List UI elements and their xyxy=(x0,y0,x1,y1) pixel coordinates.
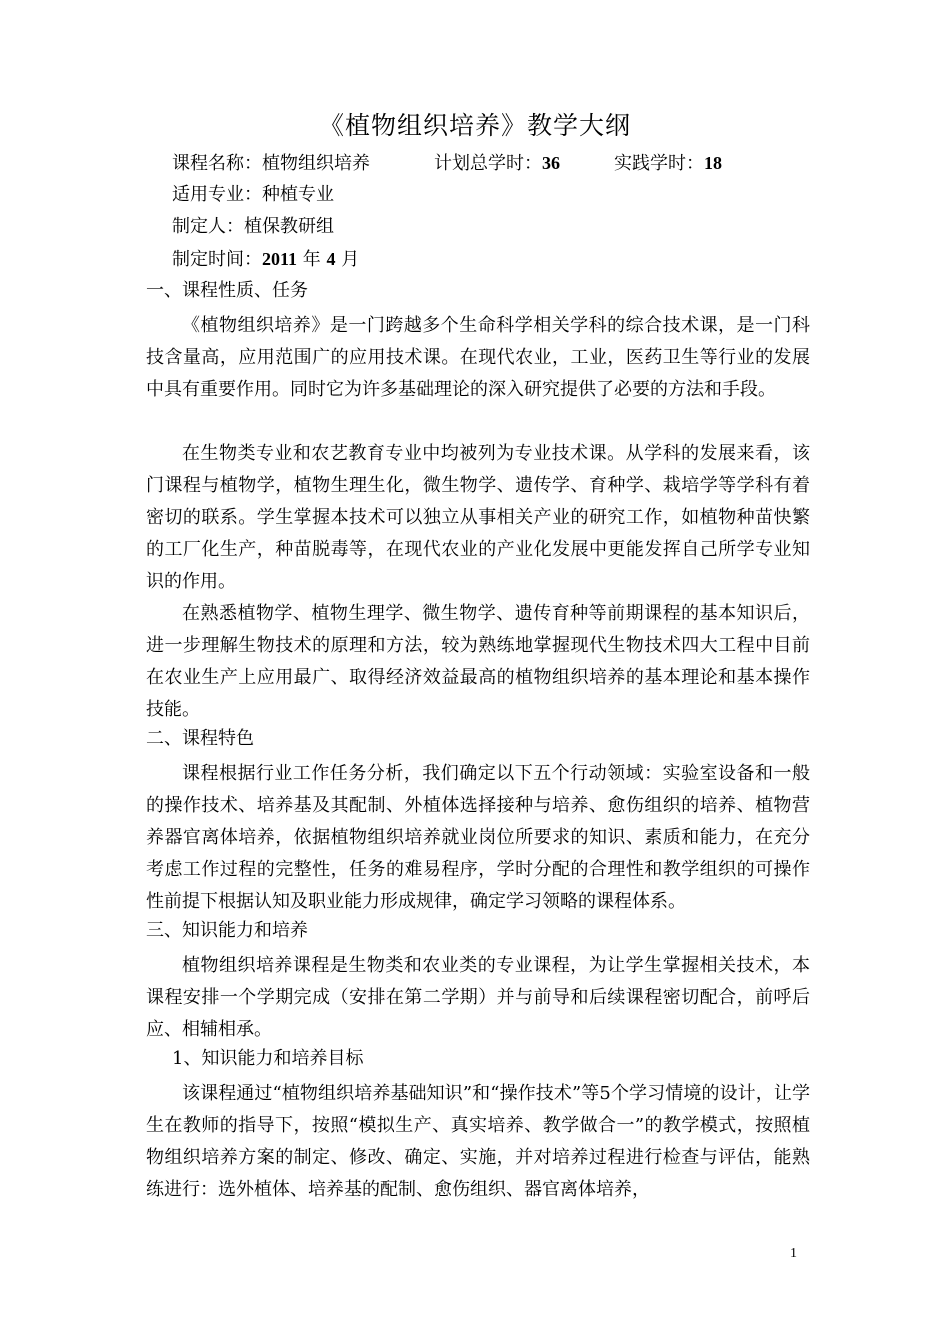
total-hours-field xyxy=(434,149,614,178)
practice-hours-field xyxy=(614,149,722,178)
course-name-value: 植物组织培养 xyxy=(262,153,370,174)
total-hours-label: 计划总学时： xyxy=(434,153,542,174)
page-number: 1 xyxy=(790,1246,797,1261)
date-field xyxy=(172,245,359,274)
paragraph: 课程根据行业工作任务分析，我们确定以下五个行动领域：实验室设备和一般的操作技术、培养基及其配制、外植体选择接种与培养、愈伤组织的培养、植物营养器官离体培养，依据植物组织培养就业岗位所要求的知识、素质和能力，在充分考虑工作过程的完整性，任务的难易程序，学时分配的合理性和教学组织的可操作性前提下根据认知及职业能力形成规律，确定学习领略的课程体系。 xyxy=(146,763,810,912)
practice-hours-label: 实践学时： xyxy=(614,153,704,174)
major-value: 种植专业 xyxy=(262,184,334,205)
major-field xyxy=(172,181,334,209)
section-heading: 一、课程性质、任务 xyxy=(146,280,308,301)
course-name-label: 课程名称： xyxy=(172,153,262,174)
section-heading: 三、知识能力和培养 xyxy=(146,920,308,941)
author-label: 制定人： xyxy=(172,216,244,237)
total-hours-value: 36 xyxy=(542,153,560,173)
paragraph: 植物组织培养课程是生物类和农业类的专业课程，为让学生掌握相关技术，本课程安排一个学期完成（安排在第二学期）并与前导和后续课程密切配合，前呼后应、相辅相承。 xyxy=(146,955,810,1040)
course-info-row xyxy=(172,149,722,178)
paragraph: 《植物组织培养》是一门跨越多个生命科学相关学科的综合技术课，是一门科技含量高，应用范围广的应用技术课。在现代农业，工业，医药卫生等行业的发展中具有重要作用。同时它为许多基础理论的深入研究提供了必要的方法和手段。 xyxy=(146,315,810,400)
sub-heading: 1、知识能力和培养目标 xyxy=(172,1048,364,1069)
practice-hours-value: 18 xyxy=(704,153,722,173)
section-heading: 二、课程特色 xyxy=(146,728,254,749)
course-name-field xyxy=(172,150,434,178)
paragraph: 在生物类专业和农艺教育专业中均被列为专业技术课。从学科的发展来看，该门课程与植物学，植物生理生化，微生物学、遗传学、育种学、栽培学等学科有着密切的联系。学生掌握本技术可以独立从事相关产业的研究工作，如植物种苗快繁的工厂化生产，种苗脱毒等，在现代农业的产业化发展中更能发挥自己所学专业知识的作用。 xyxy=(146,443,810,592)
document-title: 《植物组织培养》教学大纲 xyxy=(318,111,631,140)
paragraph: 该课程通过“植物组织培养基础知识”和“操作技术”等5个学习情境的设计，让学生在教师的指导下，按照“模拟生产、真实培养、教学做合一”的教学模式，按照植物组织培养方案的制定、修改、确定、实施，并对培养过程进行检查与评估，能熟练进行：选外植体、培养基的配制、愈伤组织、器官离体培养， xyxy=(146,1083,810,1200)
date-year-unit: 年 xyxy=(302,249,321,270)
date-label: 制定时间： xyxy=(172,249,262,270)
author-value: 植保教研组 xyxy=(244,216,334,237)
date-year: 2011 xyxy=(262,249,298,269)
author-field xyxy=(172,213,334,241)
paragraph: 在熟悉植物学、植物生理学、微生物学、遗传育种等前期课程的基本知识后，进一步理解生物技术的原理和方法，较为熟练地掌握现代生物技术四大工程中目前在农业生产上应用最广、取得经济效益最高的植物组织培养的基本理论和基本操作技能。 xyxy=(146,603,810,720)
major-label: 适用专业： xyxy=(172,184,262,205)
date-month-unit: 月 xyxy=(341,249,360,270)
date-month: 4 xyxy=(326,249,336,269)
